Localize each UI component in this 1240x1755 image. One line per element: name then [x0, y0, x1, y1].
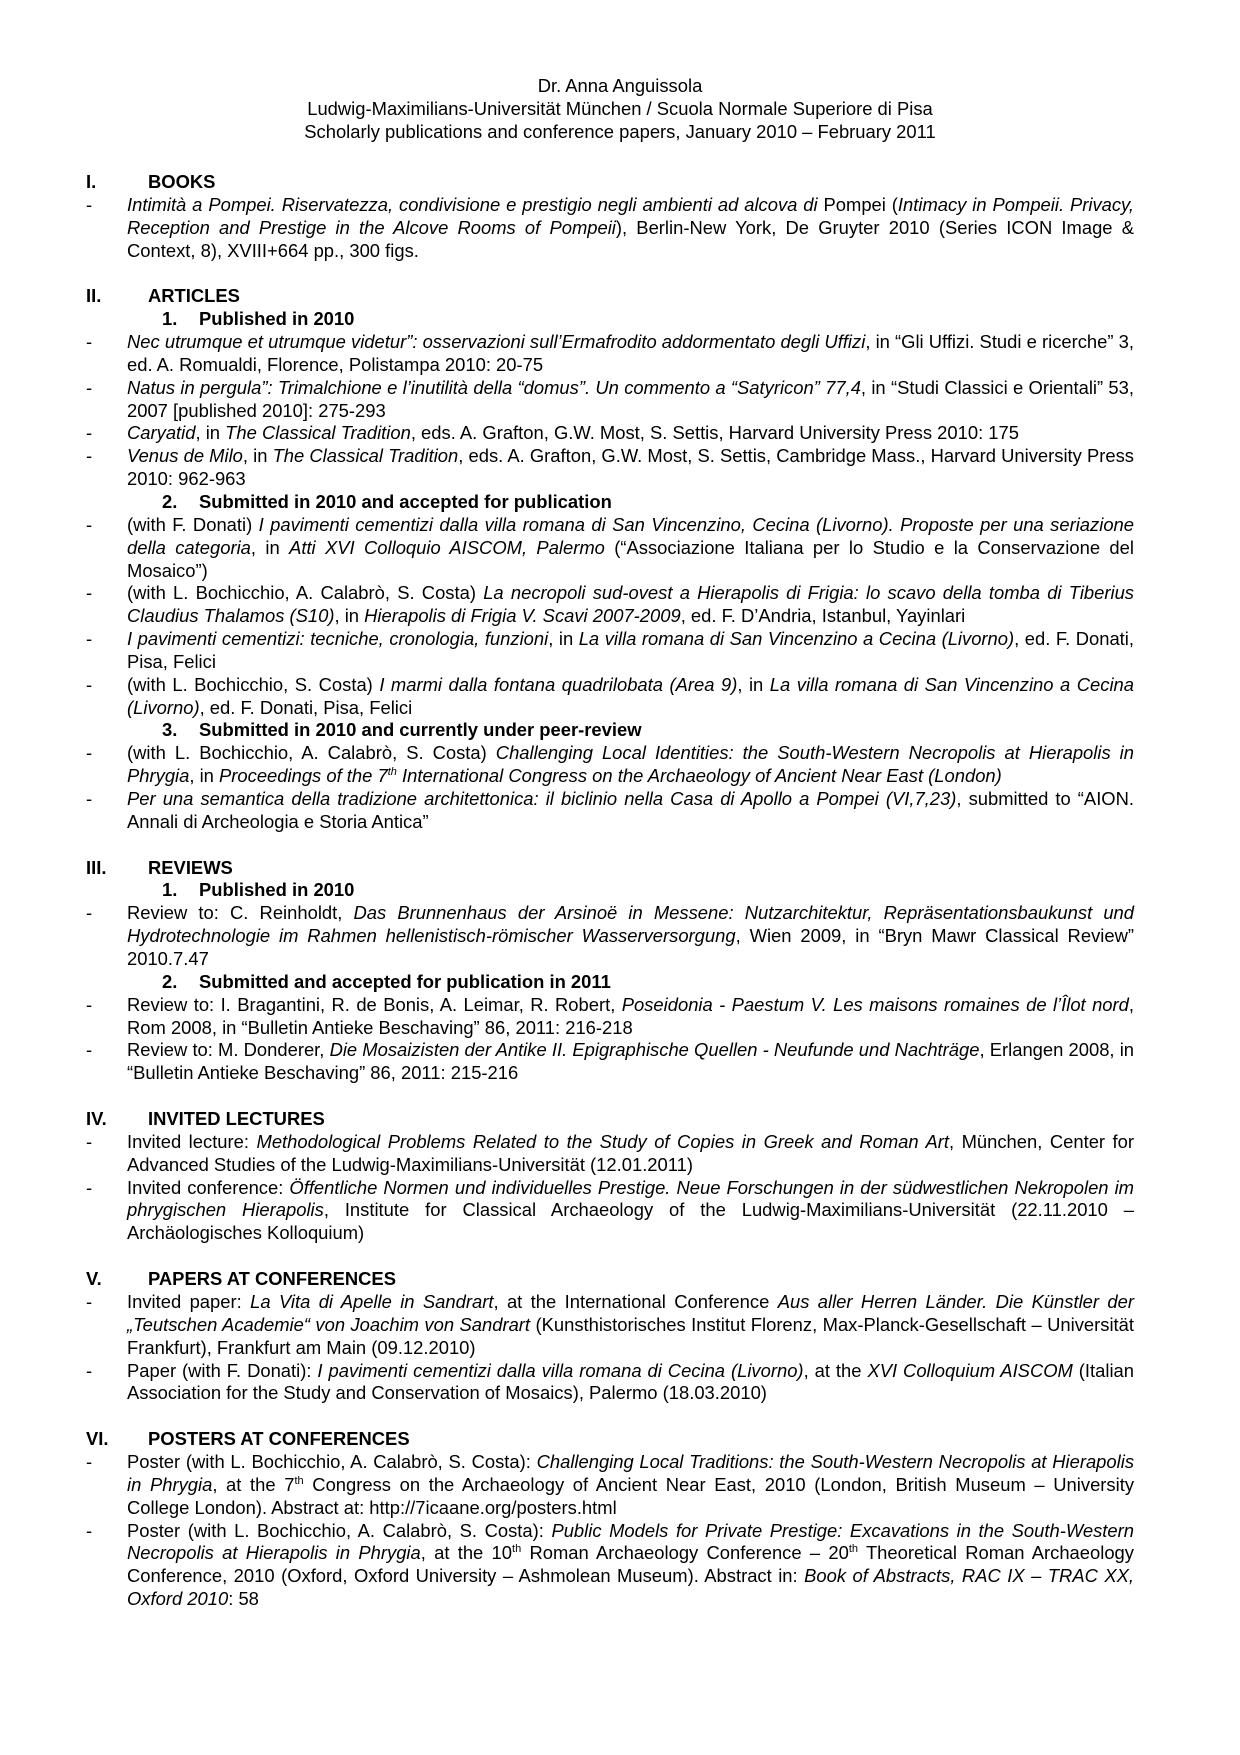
subsection-title: Submitted and accepted for publication in 2011 [199, 970, 611, 992]
entry-text: Invited conference: [127, 1176, 290, 1198]
italic-title-text: La Vita di Apelle in Sandrart [250, 1290, 494, 1312]
section-title: BOOKS [148, 171, 216, 192]
publication-entry [0, 377, 1240, 423]
italic-title-text: The Classical Tradition [225, 422, 411, 444]
entry-text: , München, Center for Advanced Studies of the Ludwig-Maximilians-Universität (12.01.2011) [127, 1130, 1135, 1175]
entry-text: , in [548, 628, 579, 650]
subsection-number: 2. [162, 970, 178, 992]
italic-title-text: The Classical Tradition [272, 445, 459, 467]
italic-title-text: Intimacy in Pompeii. Privacy, Reception and Prestige in the Alcove Rooms of Pompeii [127, 193, 1134, 238]
entry-bullet: - [86, 582, 93, 604]
italic-title-text: Hierapolis di Frigia V. Scavi 2007-2009 [364, 605, 681, 627]
italic-title-text: Caryatid [127, 422, 196, 444]
subsection-title: Published in 2010 [199, 879, 355, 901]
section-number: III. [86, 856, 107, 878]
entry-text: (with L. Bochicchio, S. Costa) [127, 673, 380, 695]
entry-bullet: - [86, 513, 93, 535]
entry-text: , in [195, 422, 226, 444]
entry-text: , at the 10 [420, 1542, 513, 1564]
entry-text: ), Berlin-New York, De Gruyter 2010 (Series ICON Image & Context, 8), XVIII+664 pp., 300 figs. [127, 216, 1134, 261]
subsection-title: Submitted in 2010 and accepted for publication [199, 490, 612, 512]
entry-bullet: - [86, 993, 93, 1015]
italic-title-text: I pavimenti cementizi dalla villa romana di San Vincenzino, Cecina (Livorno). Proposte per una seriazione della categoria [127, 513, 1134, 558]
subsection-heading [0, 308, 1240, 331]
entry-bullet: - [86, 628, 93, 650]
entry-text: (“Associazione Italiana per lo Studio e la Conservazione del Mosaico”) [127, 536, 1134, 581]
entry-text: Review to: M. Donderer, [127, 1039, 330, 1061]
entry-bullet: - [86, 1359, 93, 1381]
entry-bullet: - [86, 1039, 93, 1061]
entry-bullet: - [86, 1176, 93, 1198]
section-number: IV. [86, 1108, 107, 1130]
entry-text: Congress on the Archaeology of Ancient Near East, 2010 (London, British Museum – University College London). Abstract at: http://7icaane.org/posters.html [127, 1473, 1135, 1518]
section-title: ARTICLES [148, 285, 240, 307]
section [0, 857, 1240, 1085]
subsection-number: 2. [162, 490, 178, 512]
publication-entry [0, 674, 1240, 720]
italic-title-text: Intimità a Pompei. Riservatezza, condivisione e prestigio negli ambienti ad alcova di [127, 193, 818, 215]
italic-title-text: Public Models for Private Prestige: Excavations in the South-Western Necropolis at Hierapolis in Phrygia [127, 1519, 1134, 1564]
section-number: V. [86, 1268, 102, 1290]
entry-text: (Kunsthistorisches Institut Florenz, Max-Planck-Gesellschaft – Universität Frankfurt), Frankfurt am Main (09.12.2010) [127, 1313, 1134, 1358]
publication-entry [0, 628, 1240, 674]
italic-title-text: Poseidonia - Paestum V. Les maisons romaines de l’Îlot nord [621, 993, 1129, 1015]
subsection-number: 1. [162, 308, 178, 330]
entry-text: , in [737, 673, 770, 695]
italic-title-text: Öffentliche Normen und individuelles Prestige. Neue Forschungen in der südwestlichen Nekropolen im phrygischen Hierapolis [127, 1176, 1134, 1221]
entry-text: Invited paper: [127, 1290, 251, 1312]
entry-bullet: - [86, 445, 93, 467]
italic-title-text: International Congress on the Archaeology of Ancient Near East (London) [396, 765, 1002, 787]
italic-title-text: Per una semantica della tradizione architettonica: il biclinio nella Casa di Apollo a Pompei (VI,7,23) [127, 787, 957, 809]
italic-title-text: I marmi dalla fontana quadrilobata (Area 9) [379, 673, 738, 695]
italic-title-text: Aus aller Herren Länder. Die Künstler der „Teutschen Academie“ von Joachim von Sandrart [127, 1290, 1134, 1335]
subsection-number: 3. [162, 719, 178, 741]
entry-text: (with L. Bochicchio, A. Calabrò, S. Costa) [127, 582, 484, 604]
entry-bullet: - [86, 902, 93, 924]
entry-text: , ed. F. D’Andria, Istanbul, Yayinlari [680, 605, 966, 627]
section-number: VI. [86, 1428, 109, 1450]
entry-text: , in [334, 605, 365, 627]
section-title: POSTERS AT CONFERENCES [148, 1428, 410, 1450]
entry-text: Pompei ( [817, 193, 898, 215]
entry-text: , at the 7 [212, 1473, 295, 1495]
section [0, 1268, 1240, 1405]
entry-bullet: - [86, 1451, 93, 1473]
entry-text: Invited lecture: [127, 1130, 257, 1152]
italic-title-text: Methodological Problems Related to the Study of Copies in Greek and Roman Art [256, 1130, 949, 1152]
section-heading [0, 857, 1240, 880]
section [0, 1428, 1240, 1611]
superscript-text: th [294, 1474, 304, 1487]
entry-text: , at the International Conference [493, 1290, 778, 1312]
sections-list [0, 171, 1240, 1634]
superscript-text: th [848, 1543, 859, 1556]
entry-bullet: - [86, 331, 93, 353]
publication-entry [0, 1291, 1240, 1360]
section [0, 1108, 1240, 1245]
entry-bullet: - [86, 787, 93, 809]
italic-title-text: La villa romana di San Vincenzino a Cecina (Livorno) [127, 673, 1134, 718]
entry-text: , Rom 2008, in “Bulletin Antieke Beschaving” 86, 2011: 216-218 [127, 993, 1134, 1038]
publication-entry [0, 1360, 1240, 1406]
document-subtitle: Scholarly publications and conference papers, January 2010 – February 2011 [304, 120, 936, 142]
entry-text: : 58 [228, 1588, 259, 1610]
entry-text: , in [250, 536, 290, 558]
italic-title-text: Atti XVI Colloquio AISCOM, Palermo [289, 536, 605, 558]
entry-text: Review to: C. Reinholdt, [127, 902, 354, 924]
entry-bullet: - [86, 673, 93, 695]
entry-bullet: - [86, 193, 93, 215]
entry-bullet: - [86, 376, 93, 398]
publication-entry [0, 582, 1240, 628]
subsection-number: 1. [162, 879, 178, 901]
subsection-heading [0, 719, 1240, 742]
superscript-text: th [512, 1543, 522, 1556]
entry-text: , Wien 2009, in “Bryn Mawr Classical Review” 2010.7.47 [127, 925, 1134, 969]
entry-text: , in [189, 765, 220, 787]
section [0, 171, 1240, 262]
entry-text: (Italian Association for the Study and Conservation of Mosaics), Palermo (18.03.2010) [127, 1359, 1135, 1404]
entry-text: Roman Archaeology Conference – 20 [521, 1542, 849, 1564]
section [0, 285, 1240, 833]
italic-title-text: Proceedings of the 7 [219, 765, 388, 787]
italic-title-text: XVI Colloquium AISCOM [867, 1359, 1073, 1381]
italic-title-text: Nec utrumque et utrumque videtur”: osservazioni sull’Ermafrodito addormentato degli Uffizi [127, 331, 866, 353]
section-heading [0, 1268, 1240, 1291]
entry-bullet: - [86, 1519, 93, 1541]
italic-title-text: Book of Abstracts, RAC IX – TRAC XX, Oxford 2010 [127, 1565, 1134, 1610]
publication-entry [0, 902, 1240, 971]
publication-entry [0, 1451, 1240, 1520]
publication-entry [0, 445, 1240, 491]
italic-title-text: La villa romana di San Vincenzino a Cecina (Livorno) [578, 628, 1015, 650]
publication-entry [0, 331, 1240, 377]
section-title: REVIEWS [148, 856, 233, 878]
publication-entry [0, 514, 1240, 583]
entry-text: , in [242, 445, 273, 467]
entry-text: Poster (with L. Bochicchio, A. Calabrò, S. Costa): [127, 1451, 537, 1473]
author-name: Dr. Anna Anguissola [537, 75, 703, 96]
publication-entry [0, 194, 1240, 263]
section-title: PAPERS AT CONFERENCES [148, 1268, 396, 1290]
entry-text: , in “Studi Classici e Orientali” 53, 2007 [published 2010]: 275-293 [127, 376, 1134, 421]
entry-text: , in “Gli Uffizi. Studi e ricerche” 3, ed. A. Romualdi, Florence, Polistampa 2010: 20-75 [127, 331, 1134, 375]
italic-title-text: I pavimenti cementizi: tecniche, cronologia, funzioni [127, 628, 549, 650]
italic-title-text: Die Mosaizisten der Antike II. Epigraphische Quellen - Neufunde und Nachträge [329, 1039, 980, 1061]
subsection-heading [0, 879, 1240, 902]
publication-entry [0, 1039, 1240, 1085]
publication-entry [0, 1177, 1240, 1246]
section-heading [0, 1428, 1240, 1451]
entry-text: Paper (with F. Donati): [127, 1359, 318, 1381]
entry-text: Theoretical Roman Archaeology Conference, 2010 (Oxford, Oxford University – Ashmolean Museum). Abstract in: [127, 1542, 1134, 1587]
italic-title-text: Challenging Local Identities: the South-Western Necropolis at Hierapolis in Phrygia [127, 742, 1134, 787]
publication-entry [0, 422, 1240, 445]
entry-text: , submitted to “AION. Annali di Archeologia e Storia Antica” [127, 787, 1135, 832]
entry-text: (with F. Donati) [127, 513, 259, 535]
entry-text: , Institute for Classical Archaeology of the Ludwig-Maximilians-Universität (22.11.2010 – Archäologisches Kolloquium) [127, 1199, 1134, 1244]
entry-bullet: - [86, 742, 93, 764]
superscript-text: th [387, 766, 397, 779]
document-header [0, 75, 1240, 144]
section-heading [0, 171, 1240, 194]
italic-title-text: Venus de Milo [127, 445, 243, 467]
section-title: INVITED LECTURES [148, 1108, 325, 1130]
publication-entry [0, 994, 1240, 1040]
section-heading [0, 285, 1240, 308]
entry-bullet: - [86, 1130, 93, 1152]
entry-text: (with L. Bochicchio, A. Calabrò, S. Costa) [127, 742, 496, 764]
subsection-heading [0, 491, 1240, 514]
publication-entry [0, 788, 1240, 834]
section-heading [0, 1108, 1240, 1131]
subsection-title: Submitted in 2010 and currently under peer-review [199, 719, 642, 741]
entry-bullet: - [86, 1290, 93, 1312]
entry-text: , ed. F. Donati, Pisa, Felici [199, 696, 413, 718]
italic-title-text: Das Brunnenhaus der Arsinoë in Messene: Nutzarchitektur, Repräsentationsbaukunst und Hydrotechnologie im Rahmen hellenistisch-römischer Wasserversorgung [127, 902, 1134, 947]
italic-title-text: Natus in pergula”: Trimalchione e l’inutilità della “domus”. Un commento a “Satyricon” 77,4 [127, 376, 861, 398]
entry-text: , eds. A. Grafton, G.W. Most, S. Settis, Cambridge Mass., Harvard University Press 2010: 962-963 [127, 445, 1134, 490]
italic-title-text: Challenging Local Traditions: the South-Western Necropolis at Hierapolis in Phrygia [127, 1451, 1135, 1495]
italic-title-text: I pavimenti cementizi dalla villa romana di Cecina (Livorno) [317, 1359, 804, 1381]
subsection-heading [0, 971, 1240, 994]
publication-entry [0, 1520, 1240, 1611]
entry-bullet: - [86, 422, 93, 444]
entry-text: , at the [803, 1359, 868, 1381]
author-affiliation: Ludwig-Maximilians-Universität München / Scuola Normale Superiore di Pisa [307, 97, 933, 119]
publication-entry [0, 742, 1240, 788]
section-number: I. [86, 171, 97, 192]
entry-text: Review to: I. Bragantini, R. de Bonis, A. Leimar, R. Robert, [127, 993, 622, 1015]
publication-entry [0, 1131, 1240, 1177]
entry-text: , eds. A. Grafton, G.W. Most, S. Settis, Harvard University Press 2010: 175 [410, 422, 1019, 444]
italic-title-text: La necropoli sud-ovest a Hierapolis di Frigia: lo scavo della tomba di Tiberius Claudius Thalamos (S10) [127, 582, 1134, 627]
entry-text: , Erlangen 2008, in “Bulletin Antieke Beschaving” 86, 2011: 215-216 [127, 1039, 1135, 1084]
subsection-title: Published in 2010 [199, 308, 355, 330]
section-number: II. [86, 285, 102, 307]
entry-text: Poster (with L. Bochicchio, A. Calabrò, S. Costa): [127, 1519, 552, 1541]
entry-text: , ed. F. Donati, Pisa, Felici [127, 628, 1134, 672]
